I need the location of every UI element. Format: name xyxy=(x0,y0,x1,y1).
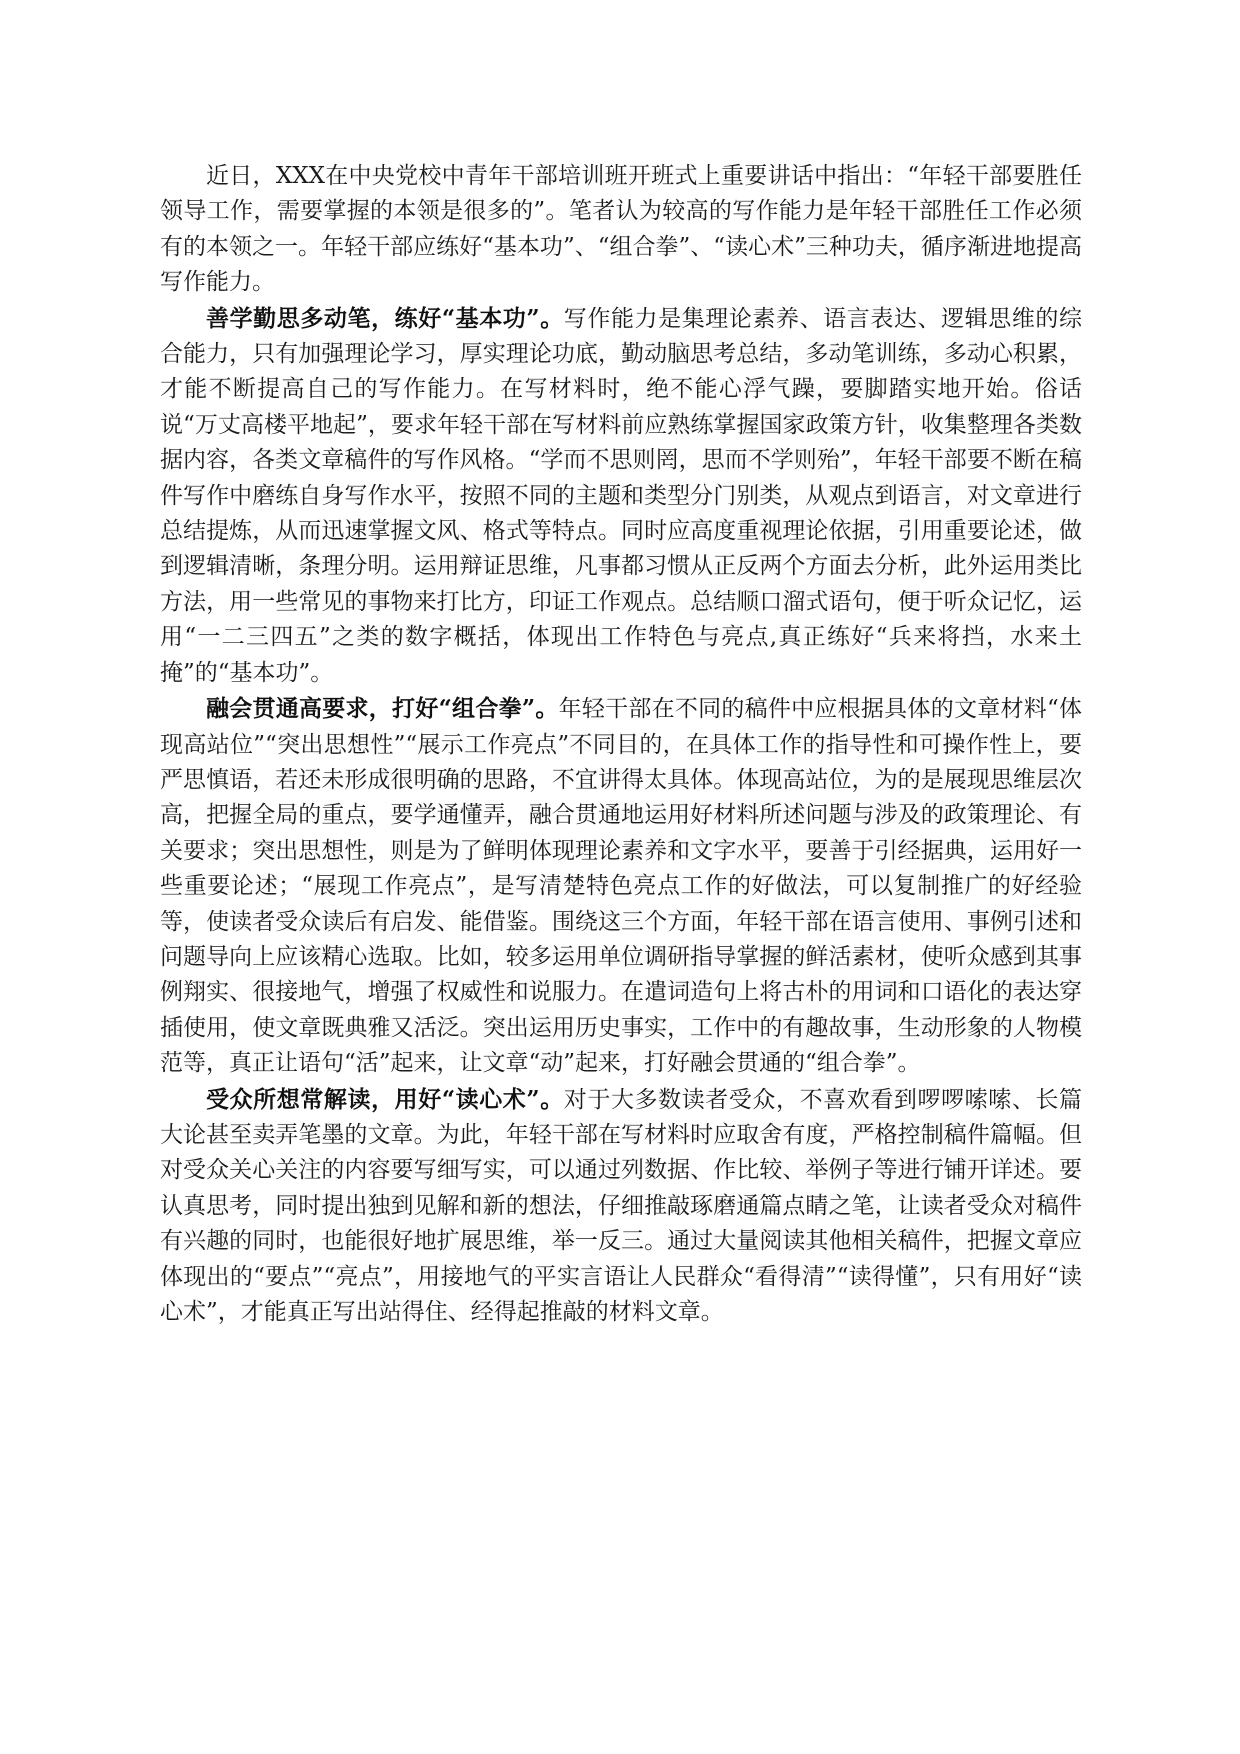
article-body xyxy=(160,158,1082,1330)
intro-paragraph xyxy=(160,158,1082,301)
paragraph-text: 近日，XXX在中央党校中青年干部培训班开班式上重要讲话中指出：“年轻干部要胜任领导工作，需要掌握的本领是很多的”。笔者认为较高的写作能力是年轻干部胜任工作必须有的本领之一。年轻干部应练好“基本功”、“组合拳”、“读心术”三种功夫，循序渐进地提高写作能力。 xyxy=(160,163,1082,296)
section-paragraph-combination xyxy=(160,691,1082,1081)
section-heading-combination: 融会贯通高要求，打好“组合拳”。 xyxy=(206,695,559,723)
section-paragraph-basic-skills xyxy=(160,301,1082,691)
paragraph-text: 对于大多数读者受众，不喜欢看到啰啰嗦嗦、长篇大论甚至卖弄笔墨的文章。为此，年轻干部在写材料时应取舍有度，严格控制稿件篇幅。但对受众关心关注的内容要写细写实，可以通过列数据、作比较、举例子等进行铺开详述。要认真思考，同时提出独到见解和新的想法，仔细推敲琢磨通篇点睛之笔，让读者受众对稿件有兴趣的同时，也能很好地扩展思维，举一反三。通过大量阅读其他相关稿件，把握文章应体现出的“要点”“亮点”，用接地气的平实言语让人民群众“看得清”“读得懂”，只有用好“读心术”，才能真正写出站得住、经得起推敲的材料文章。 xyxy=(160,1086,1083,1325)
section-paragraph-mind-reading xyxy=(160,1082,1082,1331)
section-heading-basic-skills: 善学勤思多动笔，练好“基本功”。 xyxy=(206,304,564,332)
paragraph-text: 年轻干部在不同的稿件中应根据具体的文章材料“体现高站位”“突出思想性”“展示工作亮点”不同目的，在具体工作的指导性和可操作性上，要严思慎语，若还未形成很明确的思路，不宜讲得太具体。体现高站位，为的是展现思维层次高，把握全局的重点，要学通懂弄，融合贯通地运用好材料所述问题与涉及的政策理论、有关要求；突出思想性，则是为了鲜明体现理论素养和文字水平，要善于引经据典，运用好一些重要论述；“展现工作亮点”，是写清楚特色亮点工作的好做法，可以复制推广的好经验等，使读者受众读后有启发、能借鉴。围绕这三个方面，年轻干部在语言使用、事例引述和问题导向上应该精心选取。比如，较多运用单位调研指导掌握的鲜活素材，使听众感到其事例翔实、很接地气，增强了权威性和说服力。在遣词造句上将古朴的用词和口语化的表达穿插使用，使文章既典雅又活泛。突出运用历史事实，工作中的有趣故事，生动形象的人物模范等，真正让语句“活”起来，让文章“动”起来，打好融会贯通的“组合拳”。 xyxy=(160,696,1082,1077)
paragraph-text: 写作能力是集理论素养、语言表达、逻辑思维的综合能力，只有加强理论学习，厚实理论功底，勤动脑思考总结，多动笔训练，多动心积累，才能不断提高自己的写作能力。在写材料时，绝不能心浮气躁，要脚踏实地开始。俗话说“万丈高楼平地起”，要求年轻干部在写材料前应熟练掌握国家政策方针，收集整理各类数据内容，各类文章稿件的写作风格。“学而不思则罔，思而不学则殆”，年轻干部要不断在稿件写作中磨练自身写作水平，按照不同的主题和类型分门别类，从观点到语言，对文章进行总结提炼，从而迅速掌握文风、格式等特点。同时应高度重视理论依据，引用重要论述，做到逻辑清晰，条理分明。运用辩证思维，凡事都习惯从正反两个方面去分析，此外运用类比方法，用一些常见的事物来打比方，印证工作观点。总结顺口溜式语句，便于听众记忆，运用“一二三四五”之类的数字概括，体现出工作特色与亮点,真正练好“兵来将挡，水来土掩”的“基本功”。 xyxy=(160,305,1083,686)
section-heading-mind-reading: 受众所想常解读，用好“读心术”。 xyxy=(206,1085,564,1113)
